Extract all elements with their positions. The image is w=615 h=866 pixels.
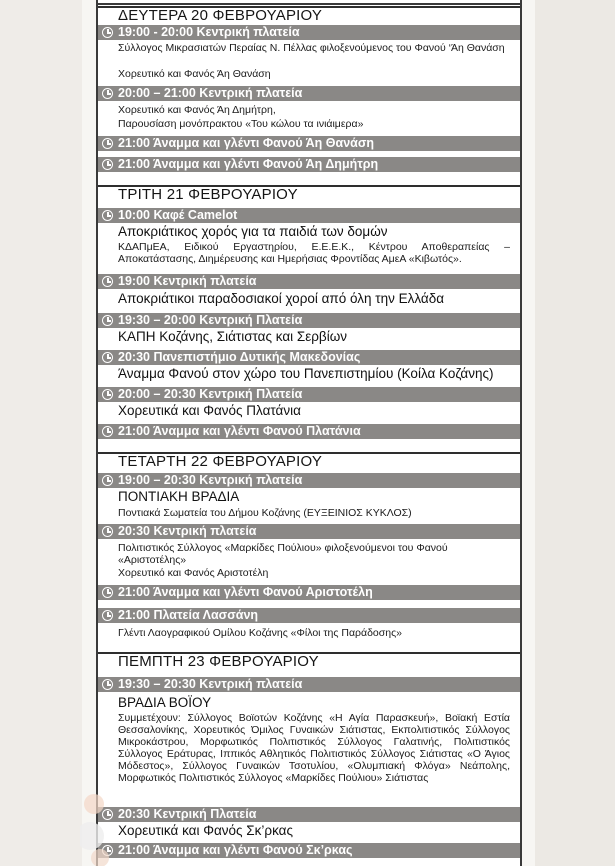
clock-icon [102, 426, 113, 437]
event-time-bar [98, 313, 520, 328]
top-divider [98, 3, 520, 5]
clock-icon [102, 27, 113, 38]
schedule-panel [96, 0, 522, 866]
clock-icon [102, 315, 113, 326]
event-time-label: 19:30 – 20:30 Κεντρική πλατεία [118, 677, 303, 691]
event-headline: ΚΑΠΗ Κοζάνης, Σιάτιστας και Σερβίων [118, 329, 347, 344]
clock-icon [102, 210, 113, 221]
clock-icon [102, 276, 113, 287]
event-time-bar [98, 136, 520, 151]
right-stripe [522, 0, 535, 866]
event-time-label: 20:30 Κεντρική Πλατεία [118, 807, 257, 821]
day-heading: ΤΕΤΑΡΤΗ 22 ΦΕΒΡΟΥΑΡΙΟΥ [98, 452, 520, 469]
event-description: Γλέντι Λαογραφικού Ομίλου Κοζάνης «Φίλοι της Παράδοσης» [118, 627, 402, 639]
event-headline: ΒΡΑΔΙΑ ΒΟΪΟΥ [118, 695, 212, 710]
event-description: ΚΔΑΠμΕΑ, Ειδικού Εργαστηρίου, Ε.Ε.Ε.Κ., Κέντρου Αποθεραπείας – Αποκατάστασης, Διημέρευσης και Ημερήσιας Φροντίδας ΑμεΑ «Κιβωτός». [118, 241, 510, 265]
clock-icon [102, 475, 113, 486]
event-time-label: 21:00 Άναμμα και γλέντι Φανού Πλατάνια [118, 424, 361, 438]
day-heading: ΤΡΙΤΗ 21 ΦΕΒΡΟΥΑΡΙΟΥ [98, 185, 520, 202]
event-time-label: 19:30 – 20:00 Κεντρική Πλατεία [118, 313, 303, 327]
event-description: Συμμετέχουν: Σύλλογος Βοϊοτών Κοζάνης «Η Αγία Παρασκευή», Βοϊακή Εστία Θεσσαλονίκης, Χορευτικός Όμιλος Γυναικών Σιάτιστας, Εκπολιτιστικός Σύλλογος Μικροκάστρου, Μορφωτικός Πολιτιστικός Σύλλογος Γαλατινής, Πολιτιστικός Σύλλογος Εράτυρας, Ιππικός Αθλητικός Πολιτιστικός Σύλλογος Σιάτιστας «Ο Άγιος Μόδεστος», Σύλλογος Γυναικών Τσοτυλίου, «Ολυμπιακή Φλόγα» Νεάπολης, Μορφωτικός Πολιτιστικός Σύλλογος «Μαρκίδες Πούλιου» Σιάτιστας [118, 712, 510, 784]
event-time-bar [98, 157, 520, 172]
event-description: Σύλλογος Μικρασιατών Περαίας Ν. Πέλλας φιλοξενούμενος του Φανού ‘Άη Θανάση [118, 42, 505, 54]
event-time-bar [98, 387, 520, 402]
left-margin [0, 0, 82, 866]
decorative-ornament [80, 776, 140, 866]
event-description: Χορευτικό και Φανός Άη Θανάση [118, 68, 271, 80]
event-time-label: 21:00 Άναμμα και γλέντι Φανού Σκ’ρκας [118, 843, 353, 857]
event-time-bar [98, 473, 520, 488]
event-description: Χορευτικό και Φανός Αριστοτέλη [118, 567, 269, 579]
right-margin [535, 0, 615, 866]
clock-icon [102, 88, 113, 99]
event-time-label: 10:00 Καφέ Camelot [118, 208, 238, 222]
event-time-label: 19:00 - 20:00 Κεντρική πλατεία [118, 25, 300, 39]
event-time-bar [98, 608, 520, 623]
event-time-label: 19:00 – 20:30 Κεντρική πλατεία [118, 473, 303, 487]
event-headline: Άναμμα Φανού στον χώρο του Πανεπιστημίου (Κοίλα Κοζάνης) [118, 366, 494, 381]
event-time-bar [98, 843, 520, 858]
event-headline: ΠΟΝΤΙΑΚΗ ΒΡΑΔΙΑ [118, 489, 240, 504]
event-time-label: 21:00 Άναμμα και γλέντι Φανού Άη Θανάση [118, 136, 375, 150]
event-time-bar [98, 424, 520, 439]
event-time-bar [98, 807, 520, 822]
event-time-label: 20:00 – 21:00 Κεντρική πλατεία [118, 86, 303, 100]
event-headline: Χορευτικά και Φανός Σκ’ρκας [118, 823, 293, 838]
clock-icon [102, 587, 113, 598]
event-time-label: 21:00 Πλατεία Λασσάνη [118, 608, 259, 622]
event-description: Παρουσίαση μονόπρακτου «Του κώλου τα ινιάιμερα» [118, 118, 364, 130]
clock-icon [102, 679, 113, 690]
event-time-label: 21:00 Άναμμα και γλέντι Φανού Άη Δημήτρη [118, 157, 379, 171]
event-time-label: 19:00 Κεντρική πλατεία [118, 274, 257, 288]
event-time-bar [98, 350, 520, 365]
event-time-label: 20:30 Πανεπιστήμιο Δυτικής Μακεδονίας [118, 350, 361, 364]
event-time-bar [98, 585, 520, 600]
event-time-bar [98, 524, 520, 539]
event-time-bar [98, 274, 520, 289]
event-time-bar [98, 25, 520, 40]
event-time-bar [98, 677, 520, 692]
event-headline: Αποκριάτικοι παραδοσιακοί χοροί από όλη την Ελλάδα [118, 291, 445, 306]
event-description: Χορευτικό και Φανός Άη Δημήτρη, [118, 104, 276, 116]
event-description: Πολιτιστικός Σύλλογος «Μαρκίδες Πούλιου» φιλοξενούμενοι του Φανού «Αριστοτέλης» [118, 542, 448, 566]
event-description: Ποντιακά Σωματεία του Δήμου Κοζάνης (ΕΥΞΕΙΝΙΟΣ ΚΥΚΛΟΣ) [118, 507, 412, 519]
event-time-bar [98, 208, 520, 223]
clock-icon [102, 159, 113, 170]
event-time-bar [98, 86, 520, 101]
event-headline: Χορευτικά και Φανός Πλατάνια [118, 403, 301, 418]
day-heading: ΠΕΜΠΤΗ 23 ΦΕΒΡΟΥΑΡΙΟΥ [98, 652, 520, 669]
clock-icon [102, 389, 113, 400]
event-time-label: 20:30 Κεντρική πλατεία [118, 524, 257, 538]
clock-icon [102, 610, 113, 621]
event-time-label: 21:00 Άναμμα και γλέντι Φανού Αριστοτέλη [118, 585, 373, 599]
day-heading: ΔΕΥΤΕΡΑ 20 ΦΕΒΡΟΥΑΡΙΟΥ [98, 6, 520, 23]
clock-icon [102, 138, 113, 149]
clock-icon [102, 526, 113, 537]
event-time-label: 20:00 – 20:30 Κεντρική Πλατεία [118, 387, 303, 401]
clock-icon [102, 352, 113, 363]
event-headline: Αποκριάτικος χορός για τα παιδιά των δομών [118, 224, 388, 239]
left-stripe [82, 0, 96, 866]
